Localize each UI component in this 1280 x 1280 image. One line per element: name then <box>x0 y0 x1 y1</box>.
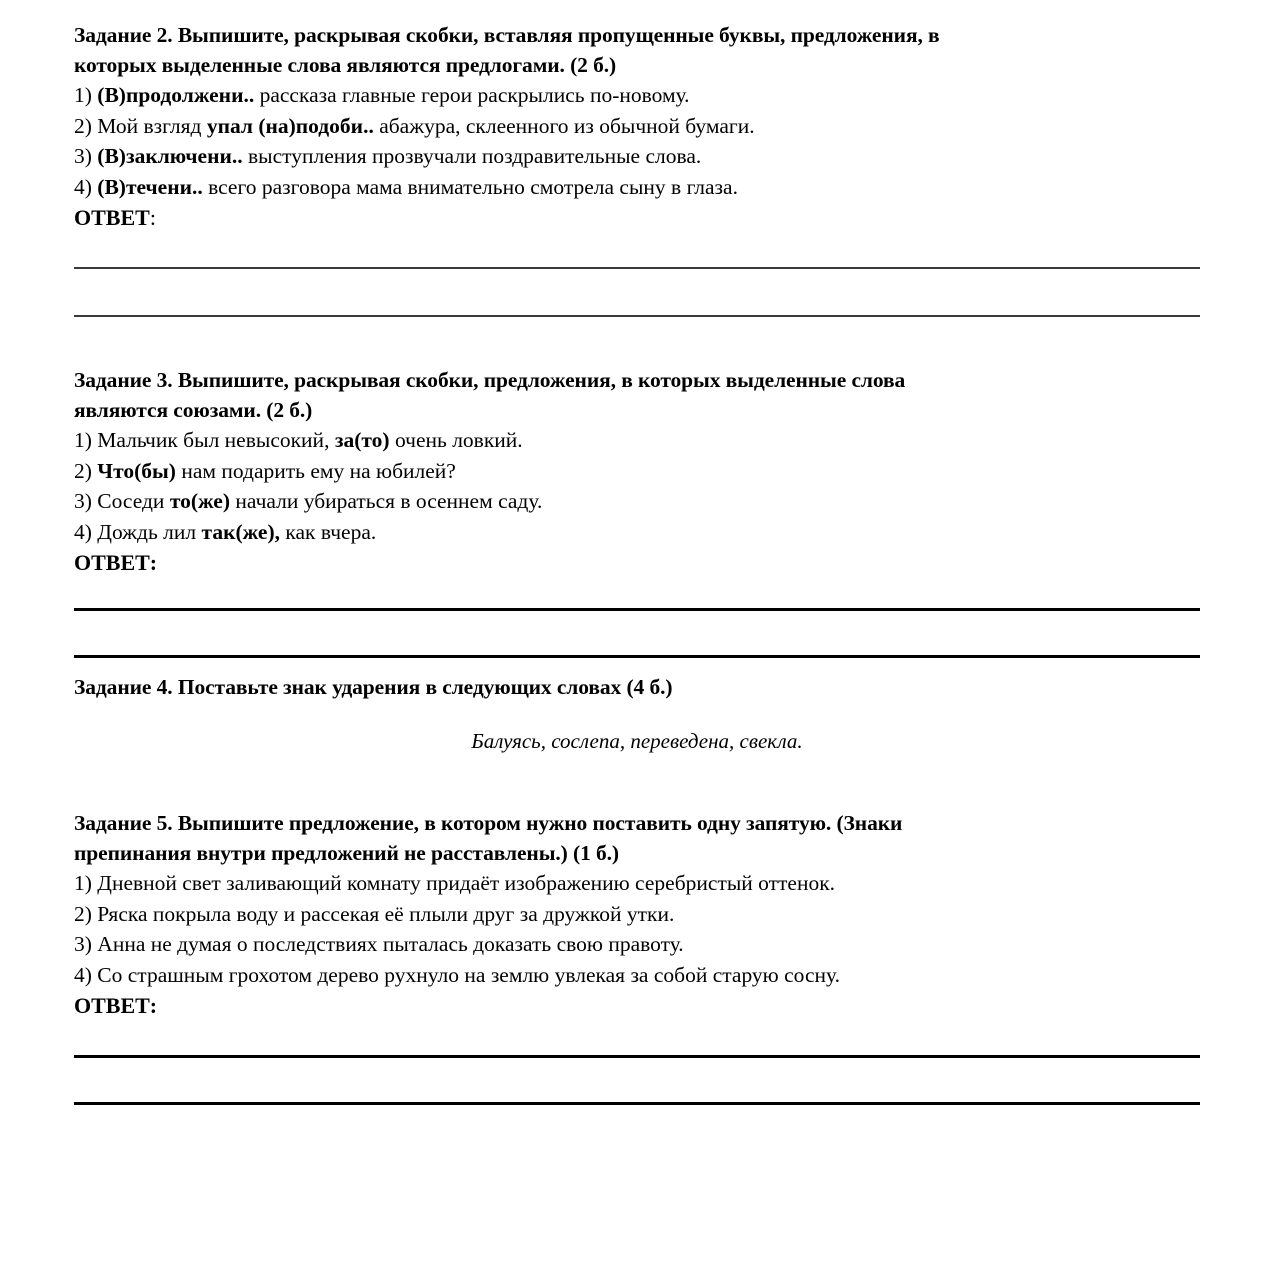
item-number: 2) <box>74 113 92 138</box>
task-2-heading <box>74 20 1204 80</box>
task-3-heading-line-2: являются союзами. (2 б.) <box>74 398 313 422</box>
item-rest: начали убираться в осеннем саду. <box>230 489 543 513</box>
task-2-heading-line-1: Задание 2. Выпишите, раскрывая скобки, вставляя пропущенные буквы, предложения, в <box>74 23 940 47</box>
item-lead: Мальчик был невысокий, <box>91 428 335 452</box>
answer-label-colon: : <box>149 205 156 230</box>
task-5-heading-line-1: Задание 5. Выпишите предложение, в котором нужно поставить одну запятую. (Знаки <box>74 811 903 835</box>
task-4-block <box>74 672 1204 756</box>
item-bold-part: Что(бы) <box>97 458 176 483</box>
item-number: 1) <box>74 871 92 895</box>
task-5-item-4 <box>74 960 1204 991</box>
item-rest: рассказа главные герои раскрылись по-новому. <box>254 83 690 107</box>
task-5-item-3 <box>74 929 1204 960</box>
task-3-answer-lines[interactable] <box>74 608 1200 658</box>
answer-label-text: ОТВЕТ: <box>74 550 158 575</box>
item-bold-part: то(же) <box>169 489 231 513</box>
item-rest: выступления прозвучали поздравительные слова. <box>242 144 702 168</box>
item-number: 4) <box>74 519 92 544</box>
answer-label-text: ОТВЕТ: <box>74 993 158 1018</box>
item-lead: Дневной свет заливающий комнату придаёт изображению серебристый оттенок. <box>91 871 836 895</box>
task-4-heading <box>74 672 1204 702</box>
task-2-item-2 <box>74 111 1204 142</box>
task-5-heading <box>74 808 1204 868</box>
task-5-item-1 <box>74 868 1204 899</box>
item-lead: Мой взгляд <box>91 113 207 138</box>
item-rest: как вчера. <box>280 519 377 544</box>
answer-label-text: ОТВЕТ <box>74 205 150 230</box>
item-lead: Со страшным грохотом дерево рухнуло на землю увлекая за собой старую сосну. <box>91 962 840 987</box>
item-rest: абажура, склеенного из обычной бумаги. <box>373 113 755 138</box>
task-3-item-2 <box>74 456 1204 487</box>
item-lead: Ряска покрыла воду и рассекая её плыли друг за дружкой утки. <box>91 901 675 926</box>
item-lead: Дождь лил <box>91 519 202 544</box>
item-rest: нам подарить ему на юбилей? <box>175 458 456 483</box>
item-number: 3) <box>74 144 92 168</box>
item-lead: Анна не думая о последствиях пыталась доказать свою правоту. <box>91 932 684 956</box>
task-3-answer-label <box>74 547 1204 578</box>
task-2-item-4 <box>74 172 1204 203</box>
item-number: 4) <box>74 174 92 199</box>
item-number: 1) <box>74 83 92 107</box>
answer-rule-line[interactable] <box>74 1102 1200 1105</box>
task-3-block <box>74 365 1204 658</box>
item-number: 3) <box>74 489 92 513</box>
task-3-item-3 <box>74 486 1204 517</box>
task-2-answer-label <box>74 202 1204 233</box>
task-5-block <box>74 808 1204 1105</box>
task-4-heading-line-1: Задание 4. Поставьте знак ударения в следующих словах (4 б.) <box>74 675 673 699</box>
task-3-item-1 <box>74 425 1204 456</box>
task-5-item-2 <box>74 899 1204 930</box>
item-bold-part: упал (на)подоби.. <box>206 113 374 138</box>
item-number: 2) <box>74 901 92 926</box>
item-bold-part: (В)продолжени.. <box>97 83 255 107</box>
item-bold-part: (В)заключени.. <box>97 144 243 168</box>
item-number: 1) <box>74 428 92 452</box>
task-3-heading-line-1: Задание 3. Выпишите, раскрывая скобки, предложения, в которых выделенные слова <box>74 368 906 392</box>
item-rest: очень ловкий. <box>389 428 523 452</box>
task-2-item-3 <box>74 141 1204 172</box>
item-number: 2) <box>74 458 92 483</box>
task-2-item-1 <box>74 80 1204 111</box>
item-bold-part: (В)течени.. <box>97 174 203 199</box>
item-lead: Соседи <box>91 489 170 513</box>
task-3-heading <box>74 365 1204 425</box>
item-bold-part: так(же), <box>201 519 281 544</box>
task-4-words-line: Балуясь, сослепа, переведена, свекла. <box>471 729 803 753</box>
task-2-block <box>74 20 1204 317</box>
item-number: 3) <box>74 932 92 956</box>
item-bold-part: за(то) <box>334 428 390 452</box>
item-number: 4) <box>74 962 92 987</box>
task-2-answer-lines[interactable] <box>74 267 1200 317</box>
task-2-heading-line-2: которых выделенные слова являются предлогами. (2 б.) <box>74 53 617 77</box>
task-3-item-4 <box>74 517 1204 548</box>
task-5-answer-lines[interactable] <box>74 1055 1200 1105</box>
task-5-heading-line-2: препинания внутри предложений не расставлены.) (1 б.) <box>74 841 619 865</box>
worksheet-content <box>74 20 1204 1105</box>
task-5-answer-label <box>74 990 1204 1021</box>
item-rest: всего разговора мама внимательно смотрела сыну в глаза. <box>202 174 738 199</box>
